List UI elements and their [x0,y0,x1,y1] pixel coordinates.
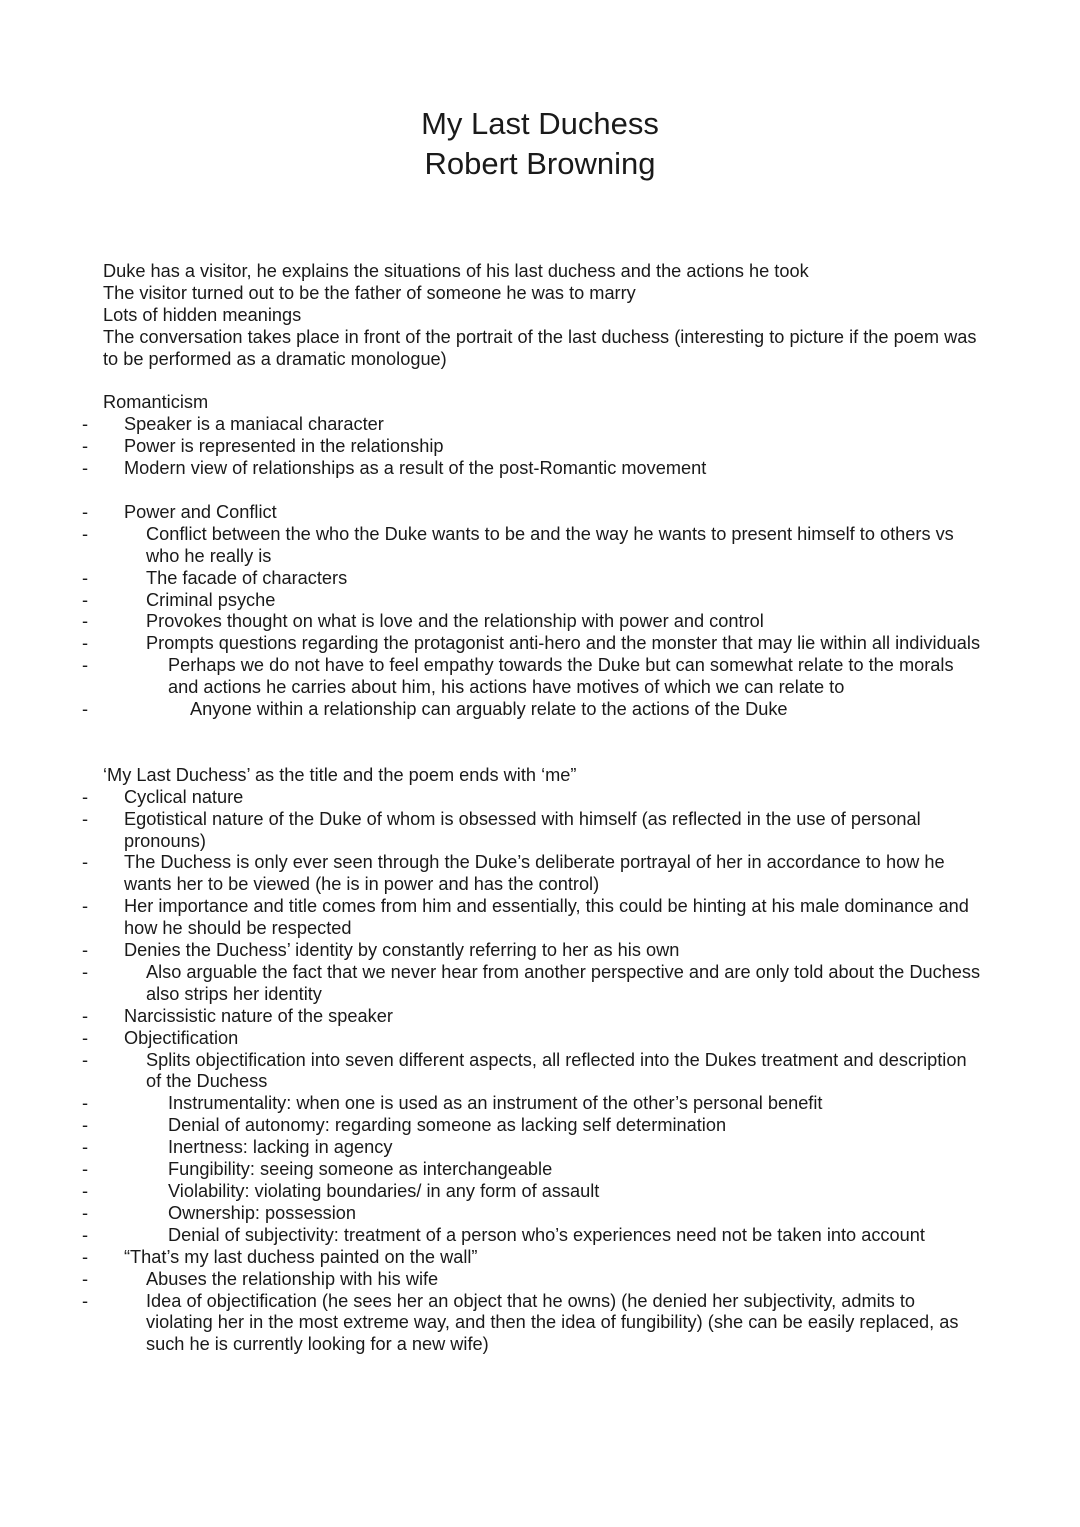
page-title [0,104,1080,184]
list-item: - Inertness: lacking in agency [103,1137,983,1159]
list-item: - Denial of autonomy: regarding someone as lacking self determination [103,1115,983,1137]
list-item: - Abuses the relationship with his wife [103,1269,983,1291]
list-item: - Ownership: possession [103,1203,983,1225]
list-item: - Perhaps we do not have to feel empathy towards the Duke but can somewhat relate to the morals and actions he carries about him, his actions have motives of which we can relate to [103,655,983,699]
intro-line: The conversation takes place in front of the portrait of the last duchess (interesting to picture if the poem was to be performed as a dramatic monologue) [103,326,977,369]
list-item: - Objectification [103,1028,983,1050]
list-item: - Cyclical nature [103,787,983,809]
list-item: - Violability: violating boundaries/ in any form of assault [103,1181,983,1203]
title-poem: My Last Duchess [421,106,659,141]
list-item: - Speaker is a maniacal character [103,414,983,436]
list-item: - Her importance and title comes from him and essentially, this could be hinting at his male dominance and how he should be respected [103,896,983,940]
list-item: - The facade of characters [103,568,983,590]
list-item: - Idea of objectification (he sees her an object that he owns) (he denied her subjectivity, admits to violating her in the most extreme way, and then the idea of fungibility) (she can be easily replaced, as such he is currently looking for a new wife) [103,1291,983,1357]
list-item: - Instrumentality: when one is used as an instrument of the other’s personal benefit [103,1093,983,1115]
list-item: - Also arguable the fact that we never hear from another perspective and are only told about the Duchess also strips her identity [103,962,983,1006]
list-item: - Conflict between the who the Duke wants to be and the way he wants to present himself to others vs who he really is [103,524,983,568]
list-item: - Prompts questions regarding the protagonist anti-hero and the monster that may lie within all individuals [103,633,983,655]
title-author: Robert Browning [424,146,656,181]
list-item: - Criminal psyche [103,590,983,612]
list-item: - The Duchess is only ever seen through the Duke’s deliberate portrayal of her in accordance to how he wants her to be viewed (he is in power and has the control) [103,852,983,896]
section-heading-power: - Power and Conflict [103,502,983,524]
list-item: - Splits objectification into seven different aspects, all reflected into the Dukes treatment and description of the Duchess [103,1050,983,1094]
list-item: - Modern view of relationships as a result of the post-Romantic movement [103,458,983,480]
list-item: - Denies the Duchess’ identity by constantly referring to her as his own [103,940,983,962]
list-item: - Power is represented in the relationship [103,436,983,458]
list-item: - “That’s my last duchess painted on the wall” [103,1247,983,1269]
section-heading-title: ‘My Last Duchess’ as the title and the poem ends with ‘me” [103,764,577,785]
notes-body [103,261,983,1356]
list-item: - Fungibility: seeing someone as interchangeable [103,1159,983,1181]
list-item: - Egotistical nature of the Duke of whom is obsessed with himself (as reflected in the use of personal pronouns) [103,809,983,853]
intro-line: Duke has a visitor, he explains the situations of his last duchess and the actions he took [103,261,809,281]
list-item: - Narcissistic nature of the speaker [103,1006,983,1028]
list-item: - Provokes thought on what is love and the relationship with power and control [103,611,983,633]
intro-line: Lots of hidden meanings [103,304,302,325]
list-item: - Denial of subjectivity: treatment of a person who’s experiences need not be taken into account [103,1225,983,1247]
section-heading-romanticism: Romanticism [103,392,209,413]
intro-line: The visitor turned out to be the father of someone he was to marry [103,282,636,303]
list-item: - Anyone within a relationship can arguably relate to the actions of the Duke [103,699,983,721]
